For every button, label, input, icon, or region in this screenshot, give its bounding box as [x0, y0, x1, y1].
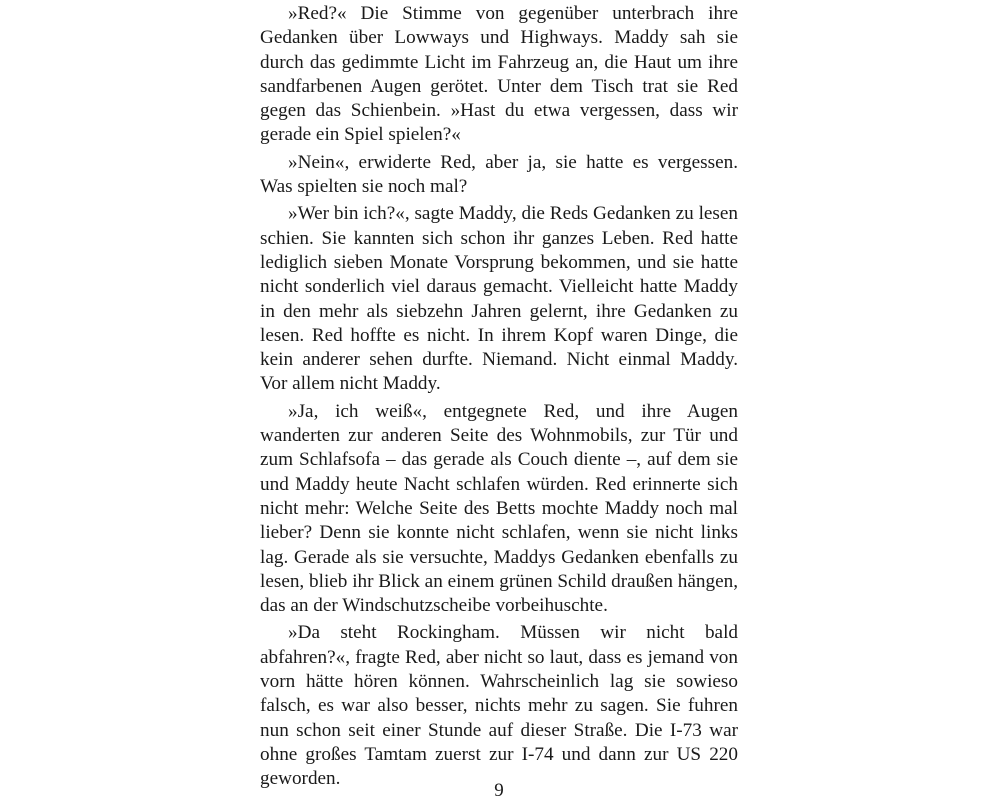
paragraph: »Da steht Rockingham. Müssen wir nicht bald abfahren?«, fragte Red, aber nicht so laut, dass es jemand von vorn hätte hören können. Wahrscheinlich lag sie sowieso falsch, es war also besser, nichts mehr zu sagen. Sie fuhren nun schon seit einer Stunde auf dieser Straße. Die I-73 war ohne großes Tamtam zuerst zur I-74 und dann zur US 220 geworden.: [260, 622, 738, 790]
body-text: [260, 2, 738, 792]
paragraph: »Ja, ich weiß«, entgegnete Red, und ihre Augen wanderten zur anderen Seite des Wohnmobils, zur Tür und zum Schlafsofa – das gerade als Couch diente –, auf dem sie und Maddy heute Nacht schlafen würden. Red erinnerte sich nicht mehr: Welche Seite des Betts mochte Maddy noch mal lieber? Denn sie konnte nicht schlafen, wenn sie nicht links lag. Gerade als sie versuchte, Maddys Gedanken ebenfalls zu lesen, blieb ihr Blick an einem grünen Schild draußen hängen, das an der Windschutzscheibe vorbeihuschte.: [260, 400, 738, 617]
book-page: [260, 0, 738, 800]
paragraph: »Red?« Die Stimme von gegenüber unterbrach ihre Gedanken über Lowways und Highways. Maddy sah sie durch das gedimmte Licht im Fahrzeug an, die Haut um ihre sandfarbenen Augen gerötet. Unter dem Tisch trat sie Red gegen das Schienbein. »Hast du etwa vergessen, dass wir gerade ein Spiel spielen?«: [260, 3, 738, 146]
paragraph: »Nein«, erwiderte Red, aber ja, sie hatte es vergessen. Was spielten sie noch mal?: [260, 151, 738, 198]
paragraph: »Wer bin ich?«, sagte Maddy, die Reds Gedanken zu lesen schien. Sie kannten sich schon ihr ganzes Leben. Red hatte lediglich sieben Monate Vorsprung bekommen, und sie hatte nicht sonderlich viel daraus gemacht. Vielleicht hatte Maddy in den mehr als siebzehn Jahren gelernt, ihre Gedanken zu lesen. Red hoffte es nicht. In ihrem Kopf waren Dinge, die kein anderer sehen durfte. Niemand. Nicht einmal Maddy. Vor allem nicht Maddy.: [260, 203, 738, 395]
page-number: 9: [494, 780, 504, 801]
